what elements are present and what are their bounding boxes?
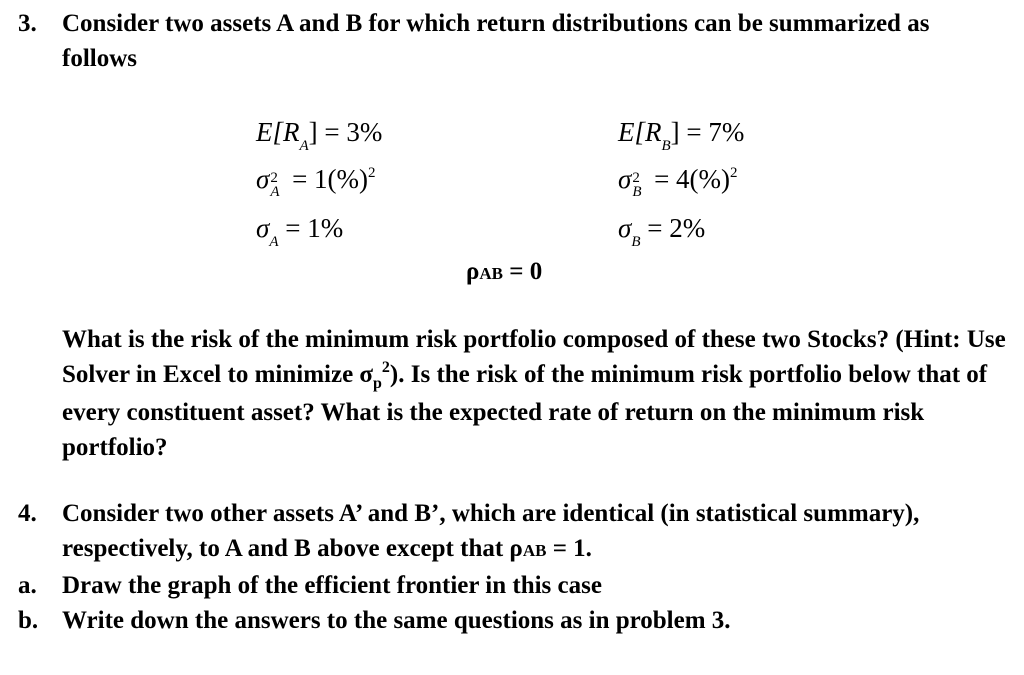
problem-4 xyxy=(18,496,1008,638)
problem-3-question: What is the risk of the minimum risk portfolio composed of these two Stocks? (Hint: Use Solver in Excel to minimize $\sigma_p^2$). Is the risk of the minimum risk portfolio below that of every constituent asset? What is the expected rate of return on the minimum risk portfolio? xyxy=(62,326,1006,461)
asset-b-std-dev: $\sigma_B = 2\%$ xyxy=(618,213,706,250)
asset-b-variance: σ 2 B = 4(%)$^2$ xyxy=(618,164,738,200)
item-a-label: a. xyxy=(18,572,37,599)
asset-a-variance: σ 2 A = 1(%)$^2$ xyxy=(256,164,376,200)
problem-4-item-b xyxy=(18,603,1008,638)
asset-b-expected-return: $E[R_B] = 7\%$ xyxy=(618,117,745,154)
item-b-text: Write down the answers to the same questions as in problem 3. xyxy=(62,607,731,634)
problem-3-intro: Consider two assets A and B for which return distributions can be summarized as follows xyxy=(62,10,930,72)
problem-4-intro: Consider two other assets A’ and B’, which are identical (in statistical summary), respectively, to A and B above except that ρAB = 1. xyxy=(62,500,920,562)
problem-4-number: 4. xyxy=(18,500,37,527)
asset-a-expected-return: $E[R_A] = 3\%$ xyxy=(256,117,383,154)
correlation-ab: ρAB = 0 xyxy=(466,258,543,285)
problem-4-item-a xyxy=(18,568,1008,603)
problem-3 xyxy=(18,6,1008,76)
problem-3-number: 3. xyxy=(18,10,37,37)
item-b-label: b. xyxy=(18,607,39,634)
asset-a-std-dev: $\sigma_A = 1\%$ xyxy=(256,213,344,250)
item-a-text: Draw the graph of the efficient frontier in this case xyxy=(62,572,602,599)
